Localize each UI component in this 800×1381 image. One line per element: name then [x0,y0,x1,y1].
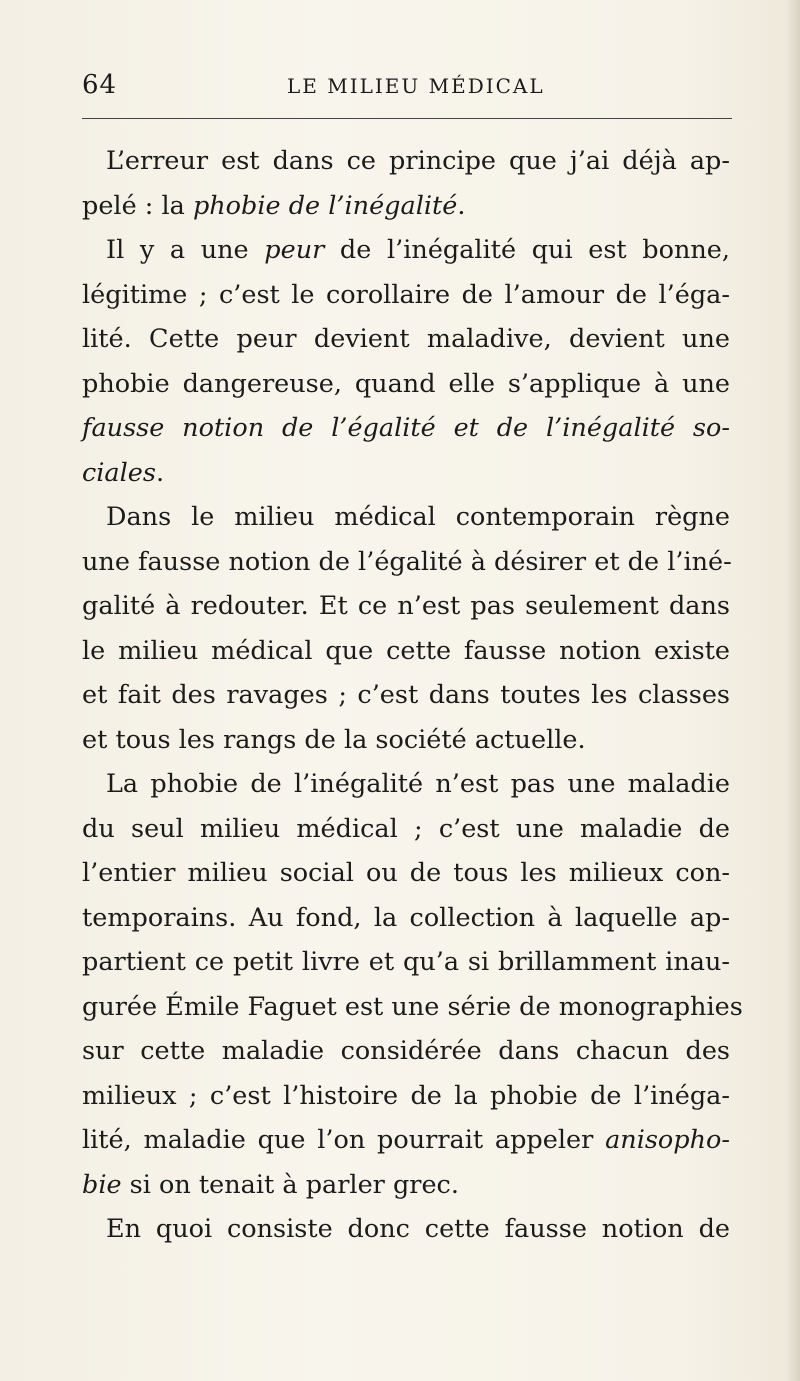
text-segment: temporains. Au fond, la collection à laquelle ap- [82,902,730,933]
text-segment: Il y a une [106,235,265,265]
text-segment: et tous les rangs de la société actuelle. [82,724,586,755]
text-segment: L’erreur est dans ce principe que j’ai déjà ap- [106,146,730,176]
text-line [82,406,730,451]
text-line [82,584,730,629]
text-line [82,228,730,273]
text-segment: La phobie de l’inégalité n’est pas une maladie [106,769,730,799]
text-line [82,1163,730,1208]
text-segment: En quoi consiste donc cette fausse notion de [106,1214,730,1244]
text-line [82,629,730,674]
text-line [82,985,743,1030]
text-segment: lité. Cette peur devient maladive, devient une [82,324,730,354]
text-segment: de l’inégalité qui est bonne, [324,235,730,265]
text-segment: partient ce petit livre et qu’a si brillamment inau- [82,947,730,977]
text-segment: phobie dangereuse, quand elle s’applique à une [82,368,730,399]
text-line [82,940,730,985]
text-line [82,1074,730,1119]
header-rule [82,118,732,119]
italic-text: fausse notion de l’égalité et de l’inégalité so- [82,413,730,443]
text-segment: et fait des ravages ; c’est dans toutes les classes [82,680,730,710]
text-segment: gurée Émile Faguet est une série de monographies [82,991,743,1022]
text-segment: . [457,190,466,221]
text-segment: Dans le milieu médical contemporain règne [106,502,730,532]
text-line [82,451,730,496]
text-line [82,495,730,540]
text-segment: milieux ; c’est l’histoire de la phobie de l’inéga- [82,1080,730,1111]
italic-text: bie [82,1169,122,1200]
text-line [82,273,730,318]
text-segment: l’entier milieu social ou de tous les milieux con- [82,858,730,888]
italic-text: phobie de l’inégalité [192,190,458,221]
text-line [82,184,730,229]
text-segment: légitime ; c’est le corollaire de l’amour de l’éga- [82,279,730,310]
text-line [82,317,730,362]
page-number: 64 [82,70,118,100]
text-line [82,139,730,184]
text-line [82,1029,730,1074]
text-segment: du seul milieu médical ; c’est une maladie de [82,813,730,844]
text-segment: galité à redouter. Et ce n’est pas seulement dans [82,591,730,621]
page-header [82,64,732,104]
text-line [82,362,730,407]
text-line [82,896,730,941]
italic-text: peur [264,235,325,265]
italic-text: ciales [82,457,156,488]
text-segment: le milieu médical que cette fausse notion existe [82,635,730,666]
text-segment: pelé : la [82,190,193,221]
text-segment: si on tenait à parler grec. [121,1169,459,1200]
italic-text: anisopho- [605,1125,730,1155]
page-edge-shadow [786,0,800,1381]
text-line [82,807,730,852]
text-line [82,673,730,718]
text-segment: lité, maladie que l’on pourrait appeler [82,1125,606,1155]
text-line [82,1118,730,1163]
text-line [82,851,730,896]
text-segment: une fausse notion de l’égalité à désirer et de l’iné- [82,546,732,577]
text-line [82,540,730,585]
text-line [82,1207,730,1252]
text-segment: . [155,457,165,488]
text-line [82,762,730,807]
text-line [82,718,730,763]
running-title: LE MILIEU MÉDICAL [287,74,545,98]
text-segment: sur cette maladie considérée dans chacun des [82,1036,730,1066]
body-text [82,139,743,1252]
